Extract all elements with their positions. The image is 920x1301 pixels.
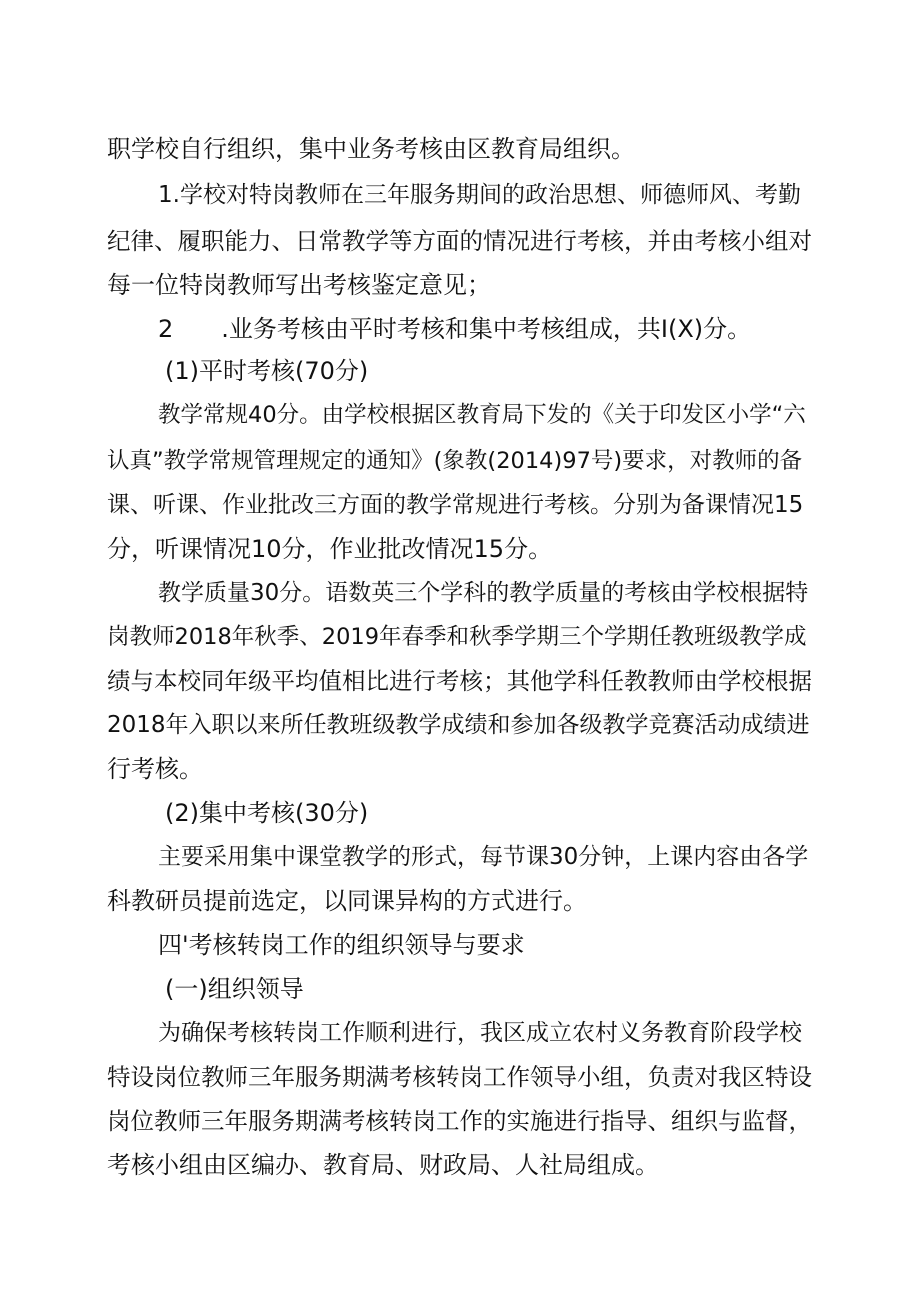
text-line: 行考核。	[107, 755, 203, 783]
text-line: 岗位教师三年服务期满考核转岗工作的实施进行指导、组织与监督，	[107, 1107, 812, 1135]
text-line: 四'考核转岗工作的组织领导与要求	[158, 931, 525, 959]
text-line: 2 .业务考核由平时考核和集中考核组成，共I(X)分。	[158, 315, 752, 343]
text-line: 2018年入职以来所任教班级教学成绩和参加各级教学竞赛活动成绩进	[107, 712, 810, 738]
text-line: 岗教师2018年秋季、2019年春季和秋季学期三个学期任教班级教学成	[107, 624, 807, 650]
text-line: (1)平时考核(70分)	[165, 357, 369, 385]
text-line: 教学质量30分。语数英三个学科的教学质量的考核由学校根据特	[158, 580, 809, 606]
text-line: 为确保考核转岗工作顺利进行，我区成立农村义务教育阶段学校	[158, 1020, 802, 1046]
text-line: 课、听课、作业批改三方面的教学常规进行考核。分别为备课情况15	[107, 492, 804, 518]
text-line: 职学校自行组织，集中业务考核由区教育局组织。	[107, 135, 635, 163]
text-line: (2)集中考核(30分)	[165, 799, 369, 827]
text-line: (一)组织领导	[165, 975, 304, 1003]
text-line: 主要采用集中课堂教学的形式，每节课30分钟，上课内容由各学	[158, 844, 809, 870]
text-line: 考核小组由区编办、教育局、财政局、人社局组成。	[107, 1151, 659, 1179]
text-line: 1.学校对特岗教师在三年服务期间的政治思想、师德师风、考勤	[158, 182, 801, 208]
text-line: 教学常规40分。由学校根据区教育局下发的《关于印发区小学“六	[158, 402, 806, 428]
text-line: 认真”教学常规管理规定的通知》(象教(2014)97号)要求，对教师的备	[107, 448, 803, 474]
text-line: 每一位特岗教师写出考核鉴定意见；	[107, 271, 491, 299]
text-line: 绩与本校同年级平均值相比进行考核；其他学科任教教师由学校根据	[107, 667, 812, 695]
text-line: 特设岗位教师三年服务期满考核转岗工作领导小组，负责对我区特设	[107, 1063, 812, 1091]
text-line: 科教研员提前选定，以同课异构的方式进行。	[107, 887, 587, 915]
text-line: 纪律、履职能力、日常教学等方面的情况进行考核，并由考核小组对	[107, 227, 812, 255]
text-line: 分，听课情况10分，作业批改情况15分。	[107, 535, 553, 563]
